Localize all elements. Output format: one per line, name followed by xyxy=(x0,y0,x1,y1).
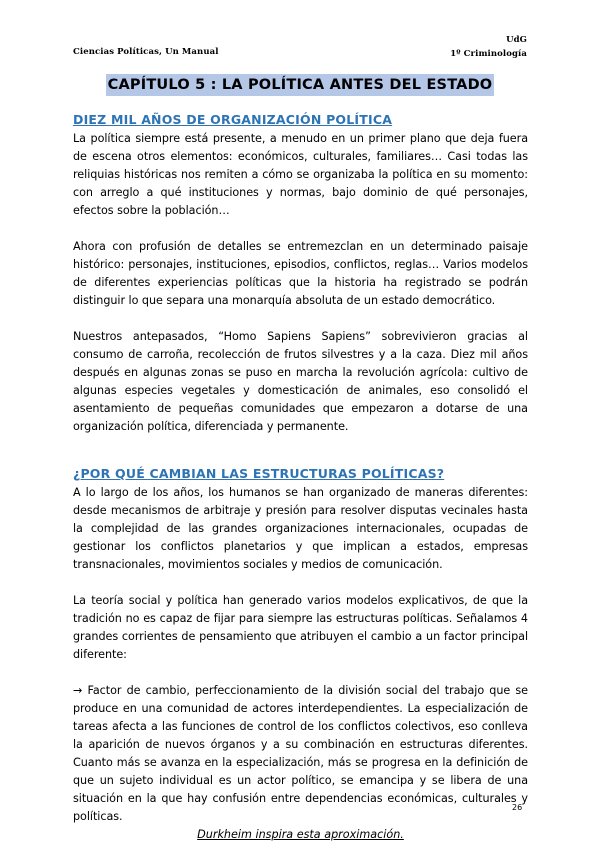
paragraph: Nuestros antepasados, “Homo Sapiens Sapiens” sobrevivieron gracias al consumo de carroña, recolección de frutos silvestres y a la caza. Diez mil años después en algunas zonas se puso en marcha la revolución agrícola: cultivo de algunas especies vegetales y domesticación de animales, eso consolidó el asentamiento de pequeñas comunidades que empezaron a dotarse de una organización política, diferenciada y permanente. xyxy=(73,330,528,433)
header-course xyxy=(450,33,527,61)
header-year-course: 1º Criminología xyxy=(450,49,527,59)
paragraph: A lo largo de los años, los humanos se han organizado de maneras diferentes: desde mecanismos de arbitraje y presión para resolver disputas vecinales hasta la complejidad de las grandes organizaciones internacionales, ocupadas de gestionar los conflictos planetarios y que implican a estados, empresas transnacionales, movimientos sociales y medios de comunicación. xyxy=(73,486,528,571)
header-university: UdG xyxy=(506,35,527,45)
header-book-title: Ciencias Políticas, Un Manual xyxy=(73,47,219,57)
section-heading-2: ¿POR QUÉ CAMBIAN LAS ESTRUCTURAS POLÍTICAS? xyxy=(73,466,445,481)
paragraph: La política siempre está presente, a menudo en un primer plano que deja fuera de escena otros elementos: económicos, culturales, familiares… Casi todas las reliquias históricas nos remiten a cómo se organizaba la política en su momento: con arreglo a qué instituciones y normas, bajo dominio de qué personajes, efectos sobre la población… xyxy=(73,132,528,217)
paragraph: La teoría social y política han generado varios modelos explicativos, de que la tradición no es capaz de fijar para siempre las estructuras políticas. Señalamos 4 grandes corrientes de pensamiento que atribuyen el cambio a un factor principal diferente: xyxy=(73,594,528,661)
paragraph: Ahora con profusión de detalles se entremezclan en un determinado paisaje histórico: personajes, instituciones, episodios, conflictos, reglas… Varios modelos de diferentes experiencias políticas que la historia ha registrado se podrán distinguir lo que separa una monarquía absoluta de un estado democrático. xyxy=(73,240,528,307)
paragraph-spacer xyxy=(73,220,528,238)
section-heading-1: DIEZ MIL AÑOS DE ORGANIZACIÓN POLÍTICA xyxy=(73,112,393,127)
paragraph-spacer xyxy=(73,574,528,592)
main-content xyxy=(73,110,528,844)
page-number: 26 xyxy=(512,803,523,812)
paragraph-spacer xyxy=(73,310,528,328)
paragraph-spacer xyxy=(73,664,528,682)
section-spacer xyxy=(73,436,528,464)
chapter-title: CAPÍTULO 5 : LA POLÍTICA ANTES DEL ESTADO xyxy=(106,74,494,96)
author-note: Durkheim inspira esta aproximación. xyxy=(197,828,404,841)
paragraph: → Factor de cambio, perfeccionamiento de la división social del trabajo que se produce en una comunidad de actores interdependientes. La especialización de tareas afecta a las funciones de control de los conflictos colectivos, eso conlleva la aparición de nuevos órganos y a su combinación en estructuras diferentes. Cuanto más se avanza en la especialización, más se progresa en la definición de que un sujeto individual es un actor político, se emancipa y se libera de una situación en la que hay confusión entre dependencias económicas, culturales y políticas. xyxy=(73,684,528,823)
